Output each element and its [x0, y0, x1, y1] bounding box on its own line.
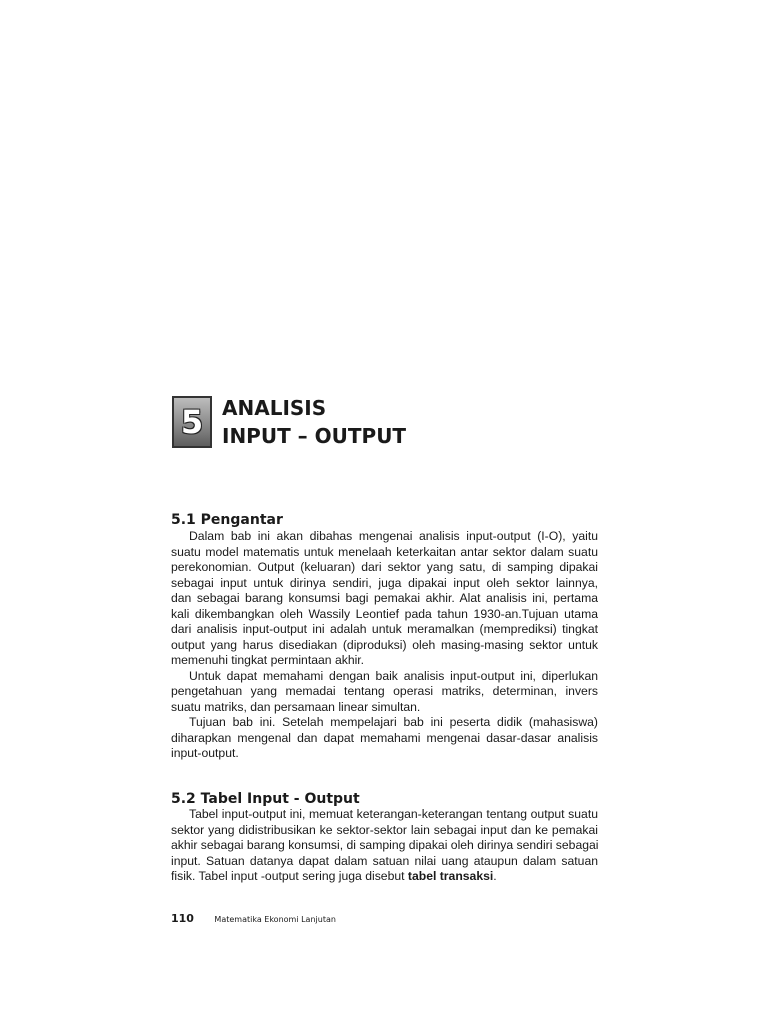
paragraph-line: input. Satuan datanya dapat dalam satuan nilai uang ataupun dalam satuan [171, 853, 598, 868]
paragraph-line: perekonomian. Output (keluaran) dari sektor yang satu, di samping dipakai [171, 560, 598, 574]
paragraph-line: sektor yang didistribusikan ke sektor-sektor lain sebagai input dan ke pemakai [171, 822, 598, 837]
paragraph-line: memenuhi tingkat permintaan akhir. [171, 653, 365, 667]
chapter-title [222, 394, 406, 450]
paragraph-line: suatu model matematis untuk menelaah keterkaitan antar sektor dalam suatu [171, 544, 598, 559]
chapter-number-badge [172, 396, 212, 448]
page-number: 110 [171, 912, 194, 925]
paragraph-line: input-output. [171, 746, 239, 760]
section-body-tabel-input-output [171, 807, 598, 885]
paragraph-line: sebagai input untuk dirinya sendiri, juga dipakai input oleh sektor lainnya, [171, 575, 598, 590]
sentence-end: . [493, 869, 497, 883]
paragraph-line: akhir sebagai barang konsumsi, di samping dipakai oleh dirinya sendiri sebagai [171, 838, 598, 852]
book-title: Matematika Ekonomi Lanjutan [214, 915, 336, 924]
paragraph-line: suatu matriks, dan persamaan linear simultan. [171, 699, 421, 714]
paragraph-line: dari analisis input-output ini adalah untuk meramalkan (memprediksi) tingkat [171, 622, 598, 636]
paragraph-line: dan sebagai barang konsumsi bagi pemakai akhir. Alat analisis ini, pertama [171, 591, 598, 605]
section-heading-pengantar: 5.1 Pengantar [171, 512, 283, 528]
paragraph-line: Tujuan bab ini. Setelah mempelajari bab ini peserta didik (mahasiswa) [189, 715, 598, 729]
chapter-title-line-2: INPUT – OUTPUT [222, 424, 407, 448]
page-footer [171, 909, 336, 927]
paragraph-line: Untuk dapat memahami dengan baik analisis input-output ini, diperlukan [189, 668, 598, 683]
paragraph-line: pengetahuan yang memadai tentang operasi matriks, determinan, invers [171, 684, 598, 698]
paragraph-line-final [171, 869, 598, 885]
paragraph-line: Tabel input-output ini, memuat keterangan-keterangan tentang output suatu [189, 807, 598, 821]
section-body-pengantar [171, 529, 598, 762]
chapter-title-line-1: ANALISIS [222, 396, 327, 420]
bold-term-tabel-transaksi: tabel transaksi [407, 869, 494, 883]
paragraph-line: diharapkan mengenal dan dapat memahami mengenai dasar-dasar analisis [171, 730, 598, 745]
paragraph-line: Dalam bab ini akan dibahas mengenai analisis input-output (I-O), yaitu [189, 529, 598, 543]
paragraph-text: fisik. Tabel input -output sering juga disebut [171, 869, 405, 883]
paragraph-line: kali dikembangkan oleh Wassily Leontief pada tahun 1930-an.Tujuan utama [171, 606, 598, 621]
paragraph-line: output yang harus disediakan (diproduksi) oleh masing-masing sektor untuk [171, 637, 598, 652]
section-heading-tabel-input-output: 5.2 Tabel Input - Output [171, 791, 360, 807]
chapter-number: 5 [180, 403, 204, 441]
